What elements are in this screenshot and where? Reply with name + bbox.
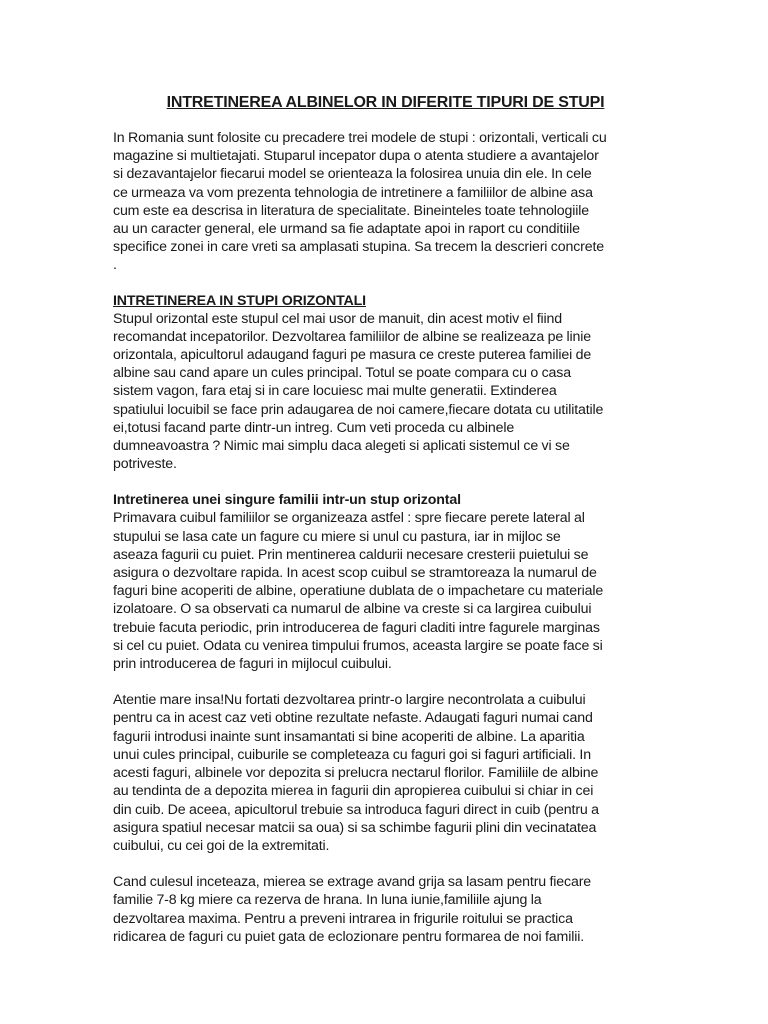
intro-paragraph: [113, 129, 658, 275]
paragraph-line: albine sau cand apare un cules principal. Totul se poate compara cu o casa: [113, 365, 571, 382]
paragraph-line: sistem vagon, fara etaj si in care locuiesc mai multe generatii. Extinderea: [113, 383, 557, 400]
spacer: [113, 275, 658, 292]
paragraph-line: din cuib. De aceea, apicultorul trebuie sa introduca faguri direct in cuib (pentru a: [113, 801, 599, 818]
paragraph-line: faguri bine acoperiti de albine, operatiune dublata de o impachetare cu materiale: [113, 583, 604, 600]
document-page: [113, 94, 658, 946]
spacer: [113, 855, 658, 873]
paragraph-line: asigura o dezvoltare rapida. In acest scop cuibul se stramtoreaza la numarul de: [113, 565, 597, 582]
intro-line: si dezavantajelor fiecarui model se orienteaza la folosirea unuia din ele. In cele: [113, 166, 592, 183]
paragraph-line: fagurii introdusi inainte sunt insamantati si bine acoperiti de albine. La aparitia: [113, 728, 585, 745]
paragraph-line: orizontala, apicultorul adaugand faguri pe masura ce creste puterea familiei de: [113, 347, 592, 364]
intro-line: .: [113, 257, 117, 274]
paragraph-line: familie 7-8 kg miere ca rezerva de hrana. In luna iunie,familiile ajung la: [113, 892, 542, 909]
paragraph-line: ridicarea de faguri cu puiet gata de eclozionare pentru formarea de noi familii.: [113, 928, 584, 945]
paragraph-line: cuibului, cu cei goi de la extremitati.: [113, 837, 330, 854]
subsection-heading-single-family: Intretinerea unei singure familii intr-un stup orizontal: [113, 492, 461, 509]
paragraph-line: recomandat incepatorilor. Dezvoltarea familiilor de albine se realizeaza pe linie: [113, 328, 592, 345]
section-orizontali-paragraph: [113, 310, 658, 474]
spacer: [113, 473, 658, 491]
intro-line: specifice zonei in care vreti sa amplasati stupina. Sa trecem la descrieri concrete: [113, 239, 604, 256]
paragraph-line: Primavara cuibul familiilor se organizeaza astfel : spre fiecare perete lateral al: [113, 510, 585, 527]
paragraph-line: pentru ca in acest caz veti obtine rezultate nefaste. Adaugati faguri numai cand: [113, 710, 593, 727]
paragraph-line: si cel cu puiet. Odata cu venirea timpului frumos, aceasta largire se poate face si: [113, 637, 603, 654]
paragraph-line: Cand culesul inceteaza, mierea se extrage avand grija sa lasam pentru fiecare: [113, 874, 592, 891]
paragraph-line: ei,totusi facand parte dintr-un intreg. Cum veti proceda cu albinele: [113, 419, 515, 436]
spacer: [113, 673, 658, 691]
single-family-paragraph-3: [113, 873, 658, 946]
intro-line: ce urmeaza va vom prezenta tehnologia de intretinere a familiilor de albine asa: [113, 184, 593, 201]
intro-line: cum este ea descrisa in literatura de specialitate. Bineinteles toate tehnologiile: [113, 202, 590, 219]
paragraph-line: Atentie mare insa!Nu fortati dezvoltarea printr-o largire necontrolata a cuibului: [113, 692, 586, 709]
paragraph-line: aseaza fagurii cu puiet. Prin mentinerea caldurii necesare cresterii puietului se: [113, 546, 589, 563]
intro-line: magazine si multietajati. Stuparul incepator dupa o atenta studiere a avantajelor: [113, 148, 599, 165]
intro-line: In Romania sunt folosite cu precadere trei modele de stupi : orizontali, verticali cu: [113, 130, 607, 146]
paragraph-line: spatiului locuibil se face prin adaugarea de noi camere,fiecare dotata cu utilitatile: [113, 401, 604, 418]
paragraph-line: potriveste.: [113, 456, 177, 473]
paragraph-line: dumneavoastra ? Nimic mai simplu daca alegeti si aplicati sistemul ce vi se: [113, 438, 570, 455]
paragraph-line: acesti faguri, albinele vor depozita si prelucra nectarul florilor. Familiile de albine: [113, 765, 599, 782]
paragraph-line: stupului se lasa cate un fagure cu miere si unul cu pastura, iar in mijloc se: [113, 528, 561, 545]
single-family-paragraph-1: [113, 509, 658, 673]
intro-line: au un caracter general, ele urmand sa fie adaptate apoi in raport cu conditiile: [113, 221, 580, 238]
section-heading-orizontali: INTRETINEREA IN STUPI ORIZONTALI: [113, 292, 366, 309]
paragraph-line: unui cules principal, cuiburile se completeaza cu faguri goi si faguri artificiali. In: [113, 746, 591, 763]
paragraph-line: asigura spatiul necesar matcii sa oua) si sa schimbe fagurii plini din vecinatatea: [113, 819, 597, 836]
paragraph-line: au tendinta de a depozita mierea in fagurii din apropierea cuibului si chiar in cei: [113, 783, 594, 800]
paragraph-line: Stupul orizontal este stupul cel mai usor de manuit, din acest motiv el fiind: [113, 310, 563, 327]
document-title: INTRETINEREA ALBINELOR IN DIFERITE TIPURI DE STUPI: [166, 94, 605, 111]
paragraph-line: trebuie facuta periodic, prin introducerea de faguri claditi intre fagurele marginas: [113, 619, 600, 636]
paragraph-line: prin introducerea de faguri in mijlocul cuibului.: [113, 656, 392, 673]
paragraph-line: izolatoare. O sa observati ca numarul de albine va creste si ca largirea cuibului: [113, 601, 592, 618]
single-family-paragraph-2: [113, 691, 658, 855]
paragraph-line: dezvoltarea maxima. Pentru a preveni intrarea in frigurile roitului se practica: [113, 910, 573, 927]
